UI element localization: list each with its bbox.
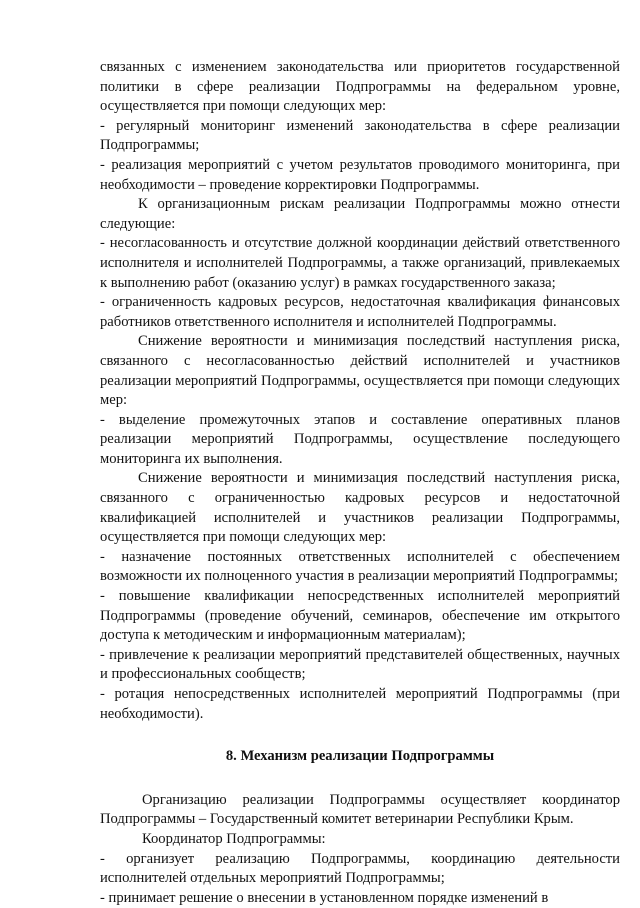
paragraph: - выделение промежуточных этапов и составление оперативных планов реализации мероприятий Подпрограммы, осуществление последующего мониторинга их выполнения. bbox=[100, 411, 620, 467]
paragraph: - назначение постоянных ответственных исполнителей с обеспечением возможности их полноценного участия в реализации мероприятий Подпрограммы; bbox=[100, 548, 620, 585]
document-page bbox=[100, 58, 620, 908]
paragraph: - повышение квалификации непосредственных исполнителей мероприятий Подпрограммы (проведение обучений, семинаров, обеспечение им открытого доступа к методическим и информационным материалам); bbox=[100, 588, 620, 644]
paragraph: - принимает решение о внесении в установленном порядке изменений в bbox=[100, 889, 549, 906]
paragraph: - несогласованность и отсутствие должной координации действий ответственного исполнителя и исполнителей Подпрограммы, а также организаций, привлекаемых к выполнению работ (оказанию услуг) в рамках государственного заказа; bbox=[100, 235, 620, 291]
text-block-a bbox=[100, 58, 620, 724]
paragraph: Координатор Подпрограммы: bbox=[142, 830, 326, 847]
paragraph: Снижение вероятности и минимизация последствий наступления риска, связанного с несогласованностью действий исполнителей и участников реализации мероприятий Подпрограммы, осуществляется при помощи следующих мер: bbox=[100, 333, 620, 409]
paragraph: К организационным рискам реализации Подпрограммы можно отнести следующие: bbox=[100, 196, 620, 232]
paragraph: Снижение вероятности и минимизация последствий наступления риска, связанного с ограниченностью кадровых ресурсов и недостаточной квалификацией исполнителей и участников реализации Подпрограммы, осуществляется при помощи следующих мер: bbox=[100, 470, 620, 546]
text-block-b bbox=[100, 791, 620, 908]
paragraph: - организует реализацию Подпрограммы, координацию деятельности исполнителей отдельных мероприятий Подпрограммы; bbox=[100, 850, 620, 887]
paragraph: связанных с изменением законодательства или приоритетов государственной политики в сфере реализации Подпрограммы на федеральном уровне, осуществляется при помощи следующих мер: bbox=[100, 59, 620, 115]
section-heading: 8. Механизм реализации Подпрограммы bbox=[225, 748, 495, 765]
paragraph: - привлечение к реализации мероприятий представителей общественных, научных и профессиональных сообществ; bbox=[100, 646, 620, 683]
paragraph: Организацию реализации Подпрограммы осуществляет координатор Подпрограммы – Государственный комитет ветеринарии Республики Крым. bbox=[100, 791, 620, 828]
paragraph: - реализация мероприятий с учетом результатов проводимого мониторинга, при необходимости – проведение корректировки Подпрограммы. bbox=[100, 156, 620, 193]
paragraph: - ротация непосредственных исполнителей мероприятий Подпрограммы (при необходимости). bbox=[100, 686, 620, 722]
paragraph: - регулярный мониторинг изменений законодательства в сфере реализации Подпрограммы; bbox=[100, 117, 620, 154]
paragraph: - ограниченность кадровых ресурсов, недостаточная квалификация финансовых работников ответственного исполнителя и исполнителей Подпрограммы. bbox=[100, 294, 620, 330]
